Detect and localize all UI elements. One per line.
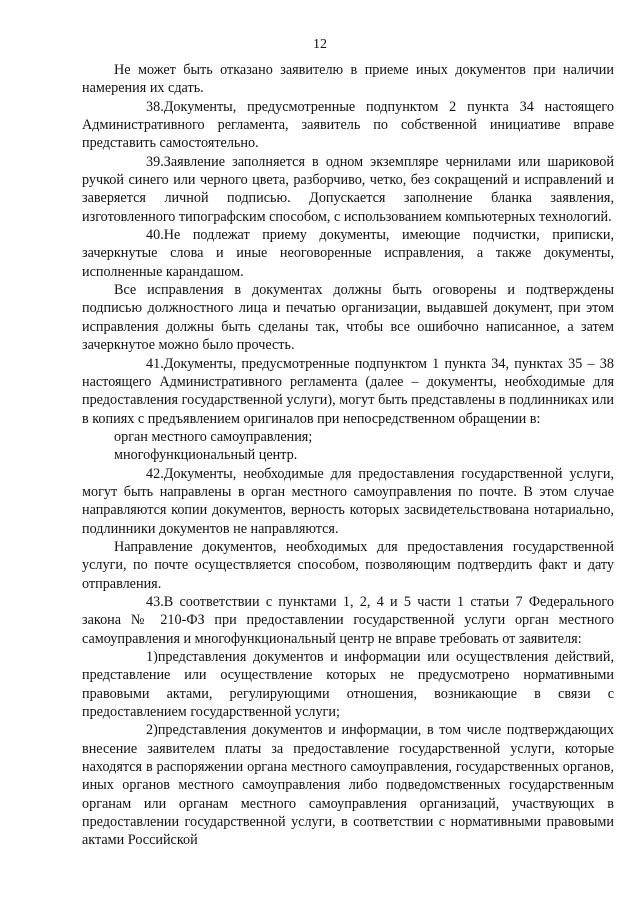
paragraph-text: Документы, предусмотренные подпунктом 2 пункта 34 настоящего Административного регламента, заявитель по собственной инициативе вправе представить самостоятельно.: [82, 98, 614, 152]
paragraph-intro: [82, 61, 614, 98]
paragraph-text: Документы, необходимые для предоставления государственной услуги, могут быть направлены в орган местного самоуправления по почте. В этом случае направляются копии документов, верность которых засвидетельствована нотариально, подлинники документов не направляются.: [82, 465, 614, 537]
paragraph-text: представления документов и информации или осуществления действий, представление или осуществление которых не предусмотрено нормативными правовыми актами, регулирующими отношения, возникающие в связи с предоставлением государственной услуги;: [82, 649, 614, 721]
page-number: 12: [313, 37, 327, 52]
paragraph-corrections: [82, 281, 614, 354]
paragraph-number: 39.: [146, 153, 164, 170]
paragraph-text: Не подлежат приему документы, имеющие подчистки, приписки, зачеркнутые слова и иные неоговоренные исправления, а также документы, исполненные карандашом.: [82, 227, 614, 280]
paragraph-text: Все исправления в документах должны быть оговорены и подтверждены подписью должностного лица и печатью организации, выдавшей документ, при этом исправления должны быть сделаны так, чтобы все ошибочно написанное, а затем зачеркнутое можно было прочесть.: [82, 282, 614, 354]
paragraph-number: 41.: [146, 355, 164, 372]
paragraph-number: 2): [146, 722, 158, 739]
paragraph-43-item-1: [82, 648, 614, 721]
paragraph-number: 43.: [146, 593, 164, 610]
paragraph-number: 1): [146, 649, 158, 665]
paragraph-38: [82, 98, 614, 153]
paragraph-40: [82, 226, 614, 281]
paragraph-text: Направление документов, необходимых для предоставления государственной услуги, по почте осуществляется способом, позволяющим подтвердить факт и дату отправления.: [82, 538, 614, 592]
paragraph-text: многофункциональный центр.: [114, 447, 298, 464]
paragraph-text: В соответствии с пунктами 1, 2, 4 и 5 части 1 статьи 7 Федерального закона № 210-ФЗ при предоставлении государственной услуги орган местного самоуправления и многофункциональный центр не вправе требовать от заявителя:: [82, 593, 614, 647]
paragraph-39: [82, 153, 614, 226]
paragraph-number: 42.: [146, 465, 164, 482]
paragraph-42: [82, 465, 614, 538]
paragraph-text: представления документов и информации, в том числе подтверждающих внесение заявителем платы за предоставление государственной услуги, которые находятся в распоряжении органа местного самоуправления, государственных органов, иных органов местного самоуправления либо подведомственных государственным органам или органам местного самоуправления организаций, участвующих в предоставлении государственной услуги, в соответствии с нормативными правовыми актами Российской: [82, 722, 614, 849]
list-item-mfc: [82, 446, 614, 464]
paragraph-number: 40.: [146, 227, 164, 244]
paragraph-text: Заявление заполняется в одном экземпляре чернилами или шариковой ручкой синего или черного цвета, разборчиво, четко, без сокращений и исправлений и заверяется личной подписью. Допускается заполнение бланка заявления, изготовленного типографским способом, с использованием компьютерных технологий.: [82, 153, 614, 225]
paragraph-43-item-2: [82, 721, 614, 849]
paragraph-text: орган местного самоуправления;: [114, 428, 313, 445]
paragraph-number: 38.: [146, 98, 164, 115]
paragraph-mail: [82, 538, 614, 593]
paragraph-text: Не может быть отказано заявителю в приеме иных документов при наличии намерения их сдать.: [82, 62, 614, 97]
list-item-local-authority: [82, 428, 614, 446]
paragraph-41: [82, 355, 614, 428]
paragraph-43: [82, 593, 614, 648]
paragraph-text: Документы, предусмотренные подпунктом 1 пункта 34, пунктах 35 – 38 настоящего Административного регламента (далее – документы, необходимые для предоставления государственной услуги), могут быть представлены в подлинниках или в копиях с предъявлением оригиналов при непосредственном обращении в:: [82, 355, 614, 427]
document-body: [82, 61, 614, 850]
